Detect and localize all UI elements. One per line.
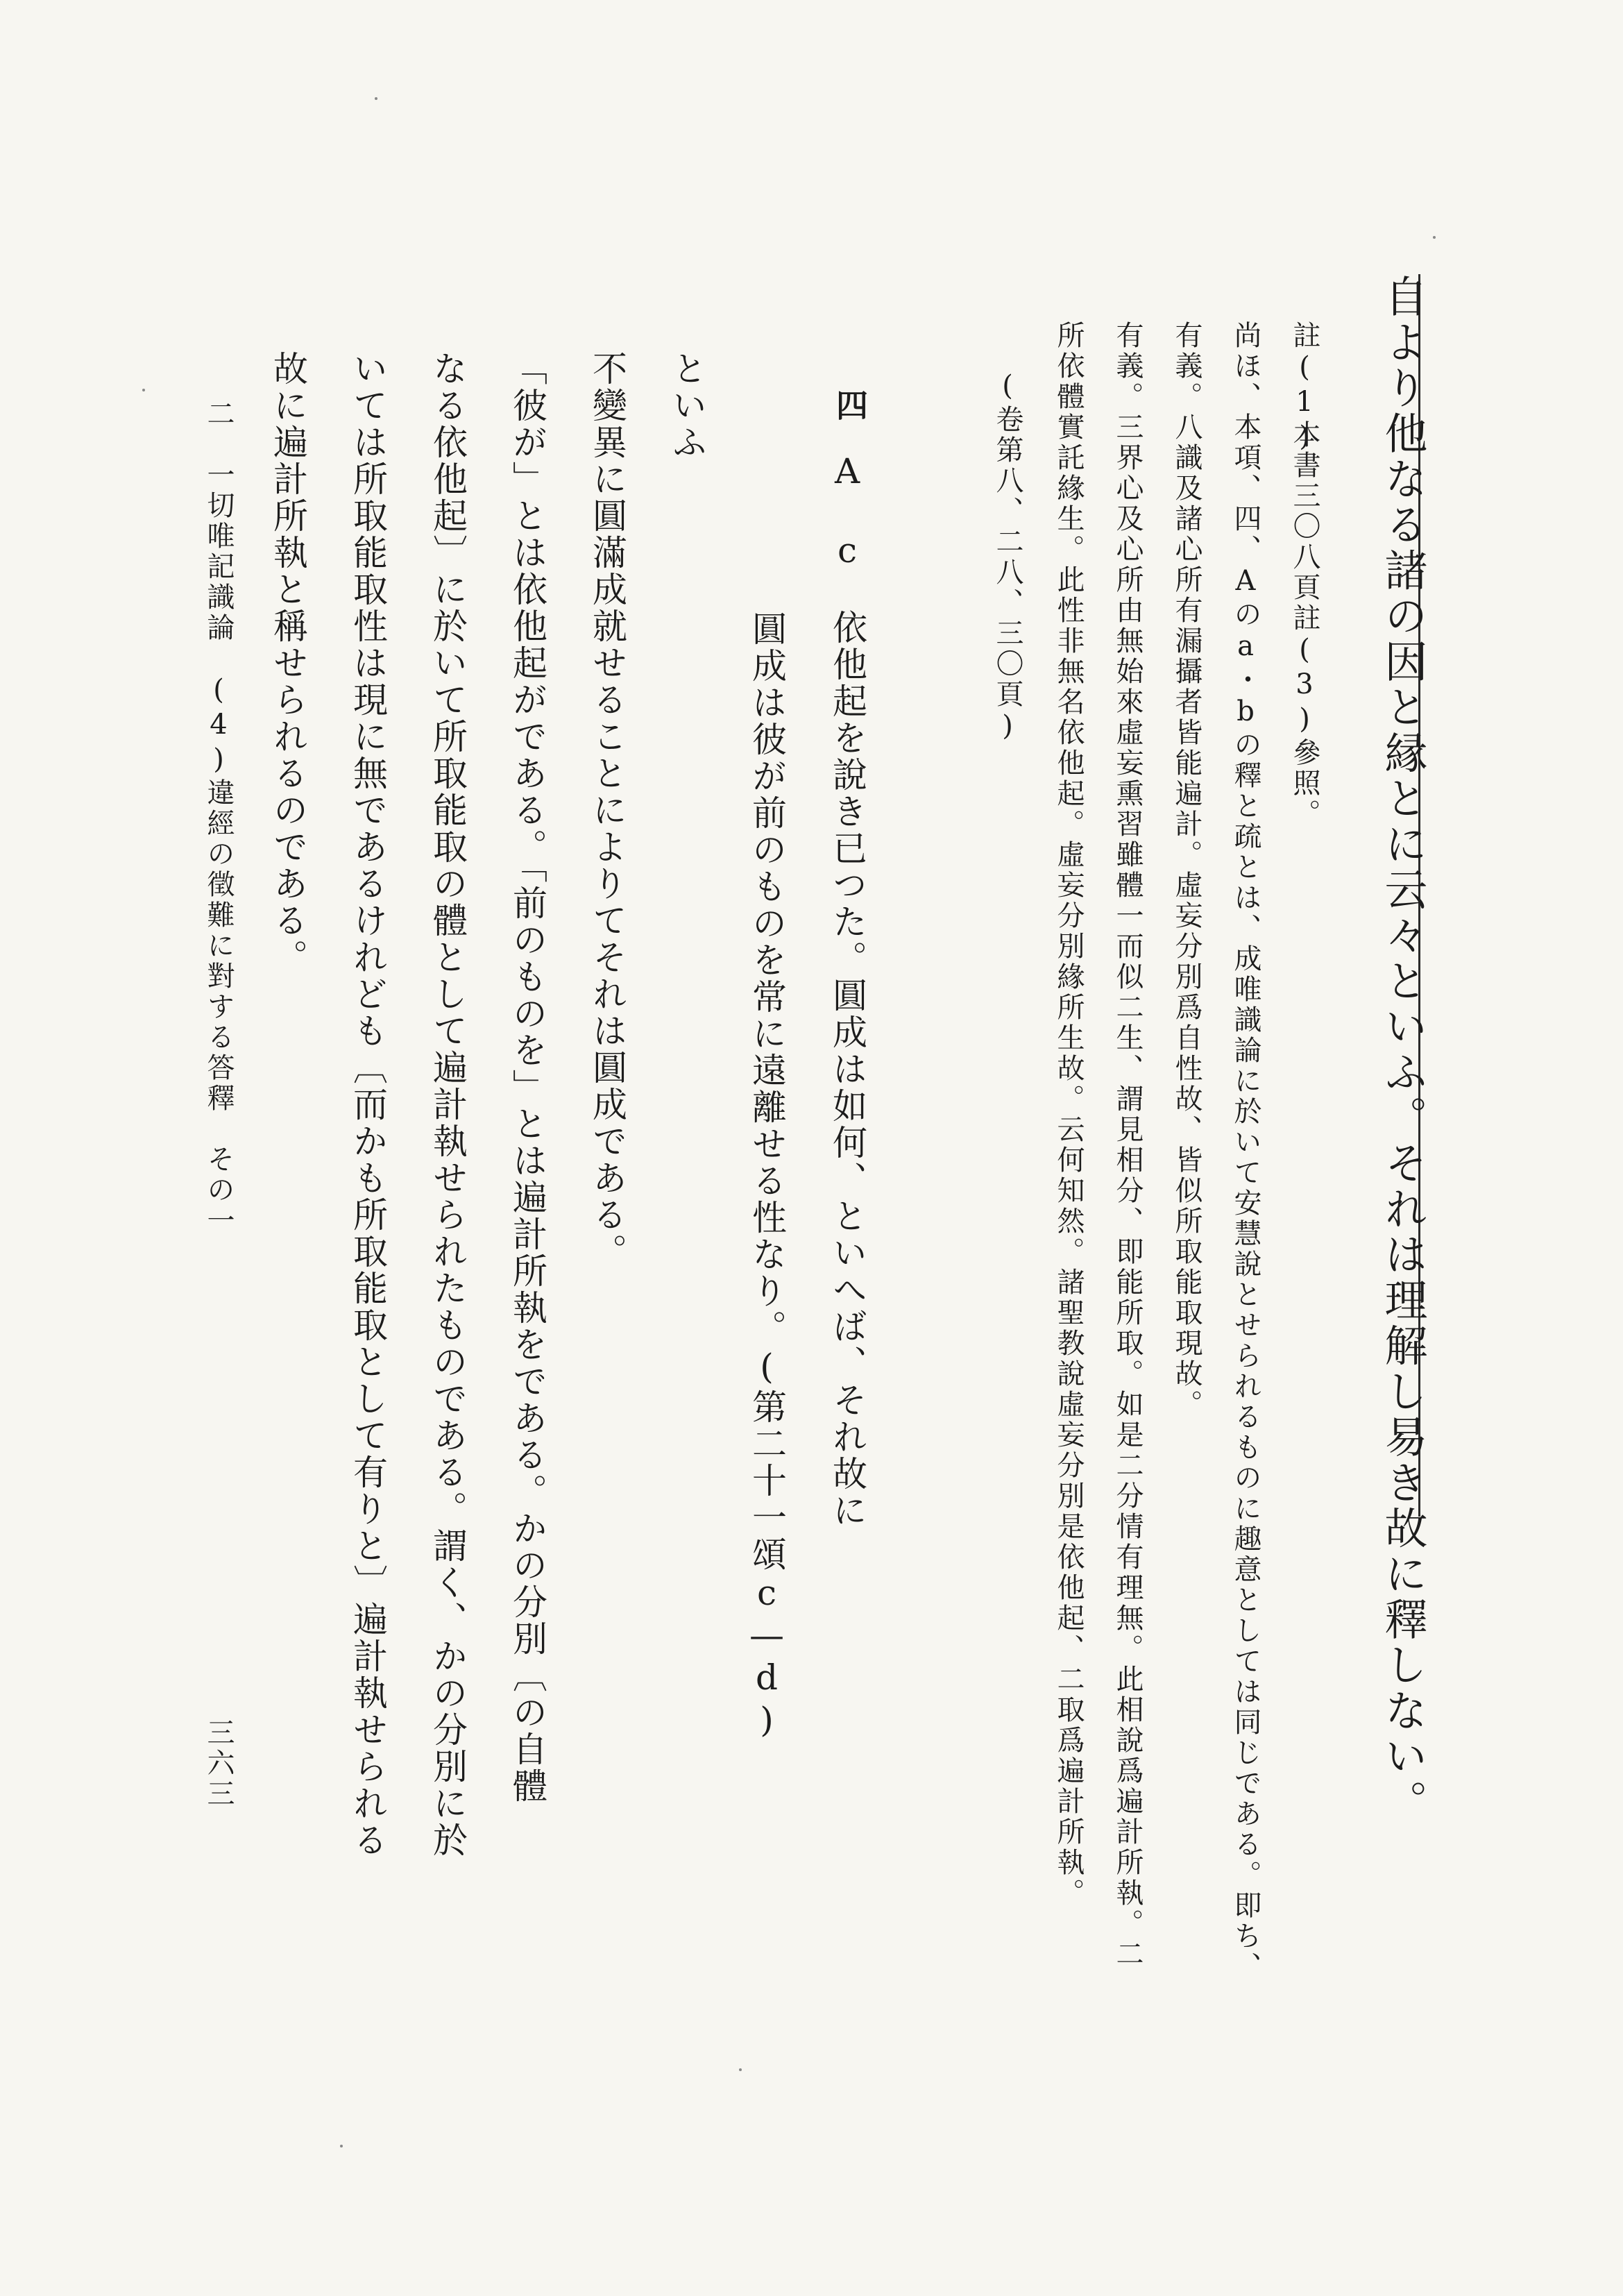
paper-speck xyxy=(142,389,145,391)
top-text-line: 自より他なる諸の因と縁とに云々といふ。それは理解し易き故に釋しない。 xyxy=(1377,274,1428,1825)
body-line-4: なる依他起〕に於いて所取能取の體として遍計執せられたものである。謂く、かの分別に於 xyxy=(427,351,468,1859)
body-line-2: 不變異に圓滿成就せることによりてそれは圓成である。 xyxy=(587,351,627,1270)
body-line-3: 「彼が」とは依他起がである。「前のものを」とは遍計所執をである。かの分別〔の自體 xyxy=(507,351,547,1805)
note-line-2: 尚ほ、本項、四、Aのa・bの釋と疏とは、成唯識論に於いて安慧說とせられるものに趣意としては同じである。即ち、 xyxy=(1230,321,1261,1982)
note-line-5: 所依體實託緣生。此性非無名依他起。虛妄分別緣所生故。云何知然。諸聖教說虛妄分別是依他起、二取爲遍計所執。 xyxy=(1053,321,1085,1909)
body-line-1: といふ xyxy=(667,351,707,461)
note-line-4: 有義。三界心及心所由無始來虛妄熏習雖體一而似二生、謂見相分、即能所取。如是二分情有理無。此相說爲遍計所執。二 xyxy=(1112,321,1144,1970)
body-line-5: いては所取能取性は現に無であるけれども〔而かも所取能取として有りと〕遍計執せられる xyxy=(348,351,388,1859)
note-line-3: 有義。八識及諸心所有漏攝者皆能遍計。虛妄分別爲自性故、皆似所取能取現故。 xyxy=(1171,321,1203,1420)
verse-text: 圓成は彼が前のものを常に遠離せる性なり。(第二十一頌c—d) xyxy=(747,611,787,1742)
paper-speck xyxy=(1433,236,1436,239)
paper-speck xyxy=(375,97,377,100)
paper-speck xyxy=(340,2145,343,2147)
section-heading-text: A c 依他起を說き已つた。圓成は如何、といへば、それ故に xyxy=(827,451,867,1529)
note-line-1: 本書三〇八頁註(3)參照。 xyxy=(1289,420,1320,829)
page-number: 三六三 xyxy=(203,1718,235,1809)
running-head: 二 一切唯記識論 (4)違經の徵難に對する答釋 その一 xyxy=(203,399,235,1236)
section-heading-mark: 四 xyxy=(831,389,869,423)
note-label: 註(1) xyxy=(1289,321,1320,455)
body-line-6: 故に遍計所執と稱せられるのである。 xyxy=(268,351,308,976)
paper-speck xyxy=(739,2068,742,2071)
note-citation: (卷第八、二八、三〇頁) xyxy=(992,370,1023,745)
